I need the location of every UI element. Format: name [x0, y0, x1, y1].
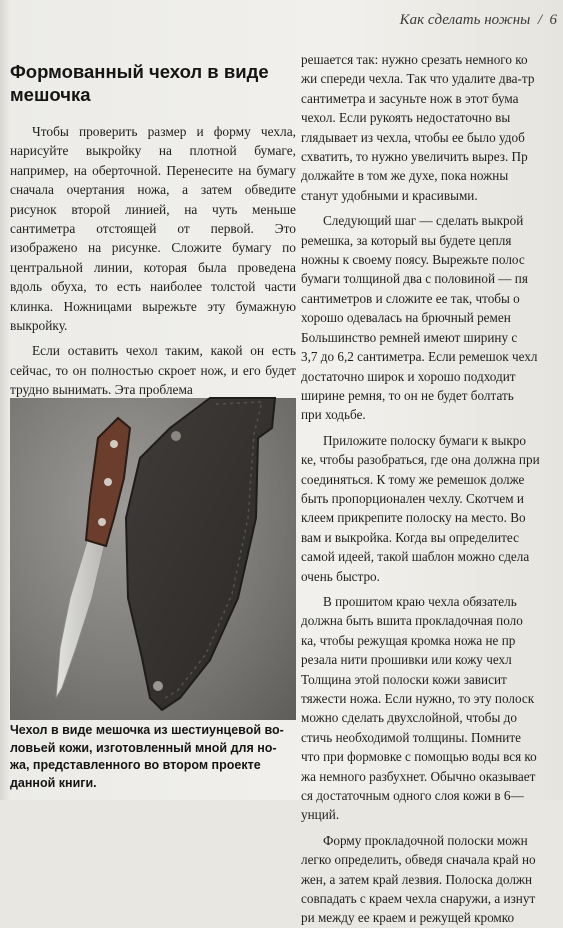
text-line: достаточно широк и хорошо подходит — [301, 368, 516, 384]
right-column — [301, 50, 563, 928]
paragraph — [301, 50, 563, 205]
text-line: клеем прикрепите полоску на место. Во — [301, 510, 526, 526]
text-line: станут удобными и красивыми. — [301, 187, 478, 203]
text-line: резала нити прошивки или кожу чехл — [301, 652, 512, 668]
text-line: жен, а затем край лезвия. Полоска должн — [301, 871, 533, 887]
text-line: легко определить, обведя сначала край но — [301, 852, 536, 868]
text-line: жа немного разбухнет. Обычно оказывает — [301, 768, 536, 784]
text-line: при ходьбе. — [301, 407, 366, 423]
text-line: можно сделать двухслойной, чтобы до — [301, 710, 517, 726]
text-line: глядывает из чехла, чтобы ее было удоб — [301, 129, 525, 145]
text-line: унций. — [301, 807, 340, 823]
text-line: ка, чтобы режущая кромка ножа не пр — [301, 632, 516, 648]
page-number: 6 — [549, 12, 557, 28]
paragraph — [301, 592, 563, 825]
rivet-icon — [98, 518, 106, 526]
text-line: Форму прокладочной полоски можн — [323, 832, 528, 848]
text-line: жи спереди чехла. Так что удалите два-тр — [301, 71, 535, 87]
caption-line: ловьей кожи, изготовленный мной для но- — [10, 740, 277, 755]
text-line: ри между ее краем и режущей кромко — [301, 910, 515, 926]
text-line: самой идеей, такой шаблон можно сдела — [301, 549, 530, 565]
text-line: Следующий шаг — сделать выкрой — [323, 213, 524, 229]
paragraph — [301, 211, 563, 424]
running-header — [400, 12, 557, 29]
text-line: что при формовке с помощью воды вся ко — [301, 749, 537, 765]
knife-sheath-photo — [10, 398, 296, 720]
paragraph: Если оставить чехол таким, какой он есть сейчас, то он полностью скроет нож, и его будет трудно вынимать. Эта проблема — [10, 343, 296, 398]
text-line: хорошо одевалась на брючный ремен — [301, 310, 511, 326]
text-line: сантиметра и засуньте нож в этот бума — [301, 90, 519, 106]
text-line: быть пропорционален чехлу. Скотчем и — [301, 490, 524, 506]
text-line: бумаги толщиной два с половиной — пя — [301, 271, 528, 287]
text-line: схватить, то нужно увеличить вырез. Пр — [301, 149, 528, 165]
text-line: Толщина этой полоски кожи зависит — [301, 671, 507, 687]
text-line: совпадать с краем чехла снаружи, а изнут — [301, 891, 536, 907]
text-line: тяжести ножа. Если нужно, то эту полоск — [301, 691, 535, 706]
caption-line: Чехол в виде мешочка из шестиунцевой во- — [10, 723, 284, 737]
header-separator: / — [537, 12, 542, 28]
text-line: соединяться. К тому же ремешок долже — [301, 471, 525, 487]
caption-line: данной книги. — [10, 775, 97, 790]
text-line: В прошитом краю чехла обязатель — [323, 593, 517, 609]
text-line: ремешка, за который вы будете цепля — [301, 232, 512, 248]
text-line: Приложите полоску бумаги к выкро — [323, 432, 526, 448]
rivet-icon — [110, 440, 118, 448]
photo-caption — [10, 722, 296, 792]
paragraph — [301, 831, 563, 928]
running-title: Как сделать ножны — [399, 12, 531, 28]
text-line: сантиметров и сложите ее так, чтобы о — [301, 290, 520, 306]
rivet-icon — [104, 478, 112, 486]
caption-line: жа, представленного во втором проекте — [10, 758, 261, 772]
paragraph — [301, 431, 563, 586]
text-line: ке, чтобы разобраться, где она должна при — [301, 452, 540, 468]
text-line: решается так: нужно срезать немного ко — [301, 52, 528, 67]
text-line: 3,7 до 6,2 сантиметра. Если ремешок чехл — [301, 349, 538, 365]
text-line: ширине ремня, то он не будет болтать — [301, 387, 514, 403]
knife-sheath-illustration — [10, 398, 296, 720]
text-line: Большинство ремней имеют ширину с — [301, 329, 518, 345]
text-line: ножны к своему поясу. Вырежьте полос — [301, 252, 525, 268]
text-line: очень быстро. — [301, 568, 380, 584]
text-line: должна быть вшита прокладочная поло — [301, 613, 523, 629]
paragraph: Чтобы проверить размер и форму чехла, нарисуйте выкройку на плотной бумаге, например, на оберточной. Перенесите на бумагу сначала очертания ножа, а затем обведите рисунок второй линией, на чуть меньше сантиметра отстоящей от первой. Это изображено на рисунке. Сложите бумагу по центральной линии, которая была проведена вдоль обуха, то есть наиболее толстой части клинка. Ножницами вырежьте эту бумажную выкройку. — [10, 124, 296, 334]
section-title: Формованный чехол в виде мешочка — [10, 61, 269, 105]
text-line: чехол. Если рукоять недостаточно вы — [301, 110, 511, 126]
text-line: стичь необходимой толщины. Помните — [301, 729, 521, 745]
left-column — [10, 50, 296, 400]
text-line: должайте в том же духе, пока ножны — [301, 168, 509, 184]
text-line: вам и выкройка. Когда вы определитес — [301, 529, 519, 545]
text-line: ся достаточным одного слоя кожи в 6— — [301, 788, 524, 804]
